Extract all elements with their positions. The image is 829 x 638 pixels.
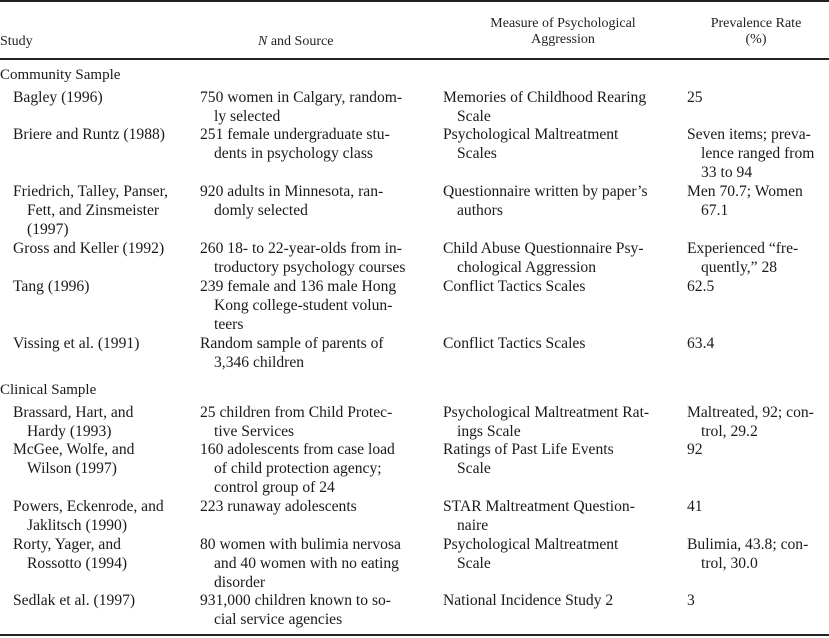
cell-prevalence [687,183,829,221]
cell-line: Conflict Tactics Scales [443,278,586,295]
cell-prevalence [687,278,829,297]
cell-line: Scale [457,459,491,477]
header-study: Study [0,34,33,49]
cell-line: Experienced “fre- [687,240,799,257]
cell-line: Conflict Tactics Scales [443,335,586,352]
header-rule [0,58,829,60]
cell-study [13,183,198,239]
cell-line: 239 female and 136 male Hong [200,278,397,295]
cell-study [13,592,198,611]
header-prevalence [683,16,829,48]
cell-line: 920 adults in Minnesota, ran- [200,183,384,200]
cell-line: Memories of Childhood Rearing [443,89,647,106]
cell-study [13,278,198,297]
cell-line: dents in psychology class [214,144,373,162]
cell-line: Hardy (1993) [27,422,112,440]
cell-study [13,335,198,354]
cell-line: 25 [687,89,703,106]
cell-line: Men 70.7; Women [687,183,803,200]
cell-study [13,441,198,479]
cell-line: troductory psychology courses [214,258,406,276]
cell-line: chological Aggression [457,258,597,276]
cell-measure [443,404,683,442]
cell-line: Scale [457,107,491,125]
cell-source [200,536,428,592]
cell-line: cial service agencies [214,610,343,628]
cell-line: Seven items; preva- [687,126,811,143]
cell-source [200,404,428,442]
cell-prevalence [687,240,829,278]
cell-measure [443,278,683,297]
cell-line: Vissing et al. (1991) [13,335,140,352]
cell-line: Gross and Keller (1992) [13,240,165,257]
section-title: Community Sample [0,67,121,83]
cell-measure [443,441,683,479]
cell-line: Jaklitsch (1990) [27,516,128,534]
cell-line: Scale [457,554,491,572]
cell-line: 260 18- to 22-year-olds from in- [200,240,402,257]
cell-study [13,240,198,259]
cell-measure [443,89,683,127]
cell-line: 62.5 [687,278,715,295]
cell-measure [443,592,683,611]
bottom-rule [0,634,829,636]
cell-prevalence [687,498,829,517]
cell-line: 67.1 [701,201,729,219]
cell-source [200,89,428,127]
top-rule [0,0,829,2]
cell-line: 750 women in Calgary, random- [200,89,403,106]
cell-line: ings Scale [457,422,521,440]
cell-line: 41 [687,498,703,515]
header-measure-line2: Aggression [531,32,595,47]
cell-source [200,441,428,497]
cell-line: Questionnaire written by paper’s [443,183,648,200]
cell-line: (1997) [27,220,69,238]
cell-prevalence [687,335,829,354]
header-measure-line1: Measure of Psychological [490,16,636,31]
cell-line: trol, 30.0 [701,554,758,572]
cell-line: Brassard, Hart, and [13,404,134,421]
cell-line: McGee, Wolfe, and [13,441,135,458]
cell-line: 251 female undergraduate stu- [200,126,390,143]
cell-measure [443,335,683,354]
cell-line: Rossotto (1994) [27,554,128,572]
cell-line: tive Services [214,422,295,440]
cell-source [200,498,428,517]
cell-line: of child protection agency; [214,459,382,477]
cell-line: Powers, Eckenrode, and [13,498,164,515]
cell-measure [443,498,683,536]
cell-line: Psychological Maltreatment [443,126,619,143]
cell-line: Child Abuse Questionnaire Psy- [443,240,644,257]
cell-line: 33 to 94 [701,163,753,181]
cell-study [13,536,198,574]
cell-source [200,183,428,221]
cell-prevalence [687,592,829,611]
cell-line: Friedrich, Talley, Panser, [13,183,169,200]
cell-measure [443,536,683,574]
header-n-source [258,34,333,50]
cell-line: naire [457,516,489,534]
cell-line: Psychological Maltreatment Rat- [443,404,650,421]
cell-prevalence [687,536,829,574]
cell-source [200,126,428,164]
cell-line: Ratings of Past Life Events [443,441,614,458]
cell-study [13,498,198,536]
cell-line: 160 adolescents from case load [200,441,395,458]
cell-line: Tang (1996) [13,278,90,295]
cell-measure [443,183,683,221]
cell-measure [443,240,683,278]
cell-line: Wilson (1997) [27,459,117,477]
cell-line: 931,000 children known to so- [200,592,392,609]
cell-line: 223 runaway adolescents [200,498,357,515]
cell-line: quently,” 28 [701,258,778,276]
cell-line: Maltreated, 92; con- [687,404,814,421]
cell-source [200,335,428,373]
header-measure [443,16,683,48]
cell-source [200,278,428,334]
cell-study [13,89,198,108]
cell-line: ly selected [214,107,281,125]
cell-line: Sedlak et al. (1997) [13,592,136,609]
cell-prevalence [687,404,829,442]
cell-line: Bulimia, 43.8; con- [687,536,809,553]
header-n-italic: N [258,34,268,49]
cell-source [200,592,428,630]
cell-line: 3 [687,592,695,609]
cell-line: National Incidence Study 2 [443,592,614,609]
cell-prevalence [687,441,829,460]
cell-line: trol, 29.2 [701,422,758,440]
cell-study [13,404,198,442]
cell-study [13,126,198,145]
cell-line: STAR Maltreatment Question- [443,498,635,515]
cell-line: domly selected [214,201,308,219]
cell-line: Random sample of parents of [200,335,384,352]
header-prevalence-line2: (%) [745,32,767,47]
cell-measure [443,126,683,164]
cell-source [200,240,428,278]
cell-prevalence [687,126,829,182]
cell-line: and 40 women with no eating [214,554,399,572]
cell-line: control group of 24 [214,478,335,496]
cell-line: 80 women with bulimia nervosa [200,536,401,553]
cell-line: Rorty, Yager, and [13,536,121,553]
cell-line: Fett, and Zinsmeister [27,201,160,219]
cell-line: 63.4 [687,335,715,352]
header-prevalence-line1: Prevalence Rate [710,16,802,31]
cell-line: Scales [457,144,497,162]
cell-line: authors [457,201,503,219]
cell-prevalence [687,89,829,108]
cell-line: Bagley (1996) [13,89,103,106]
cell-line: 25 children from Child Protec- [200,404,393,421]
header-n-rest: and Source [267,34,334,49]
cell-line: Kong college-student volun- [214,296,393,314]
cell-line: 3,346 children [214,353,305,371]
cell-line: 92 [687,441,703,458]
cell-line: Psychological Maltreatment [443,536,619,553]
section-title: Clinical Sample [0,382,97,398]
cell-line: disorder [214,573,266,591]
cell-line: Briere and Runtz (1988) [13,126,165,143]
cell-line: lence ranged from [701,144,815,162]
cell-line: teers [214,315,244,333]
